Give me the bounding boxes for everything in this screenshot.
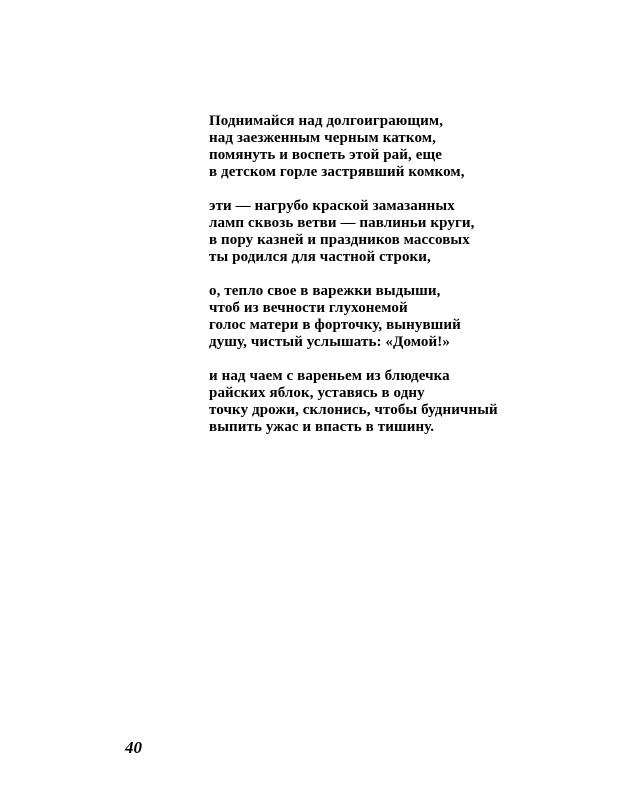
- stanza-1: [209, 113, 609, 181]
- stanza-2: [209, 198, 609, 266]
- poem-line: и над чаем с вареньем из блюдечка: [209, 368, 450, 384]
- poem-line: помянуть и воспеть этой рай, еще: [209, 147, 442, 163]
- poem-line: чтоб из вечности глухонемой: [209, 300, 408, 316]
- poem-line: над заезженным черным катком,: [209, 130, 436, 146]
- poem-line: ты родился для частной строки,: [209, 249, 431, 265]
- poem-line: Поднимайся над долгоиграющим,: [209, 113, 444, 129]
- poem-line: райских яблок, уставясь в одну: [209, 385, 425, 401]
- page-number: 40: [125, 738, 142, 757]
- poem-line: душу, чистый услышать: «Домой!»: [209, 334, 450, 350]
- poem-text: [209, 113, 609, 453]
- poem-line: голос матери в форточку, вынувший: [209, 317, 461, 333]
- stanza-4: [209, 368, 609, 436]
- poem-line: о, тепло свое в варежки выдыши,: [209, 283, 441, 299]
- poem-line: в пору казней и праздников массовых: [209, 232, 470, 248]
- poem-line: выпить ужас и впасть в тишину.: [209, 419, 435, 435]
- poem-line: в детском горле застрявший комком,: [209, 164, 465, 180]
- poem-line: эти — нагрубо краской замазанных: [209, 198, 455, 214]
- poem-line: точку дрожи, склонись, чтобы будничный: [209, 402, 498, 418]
- stanza-3: [209, 283, 609, 351]
- poem-line: ламп сквозь ветви — павлиньи круги,: [209, 215, 475, 231]
